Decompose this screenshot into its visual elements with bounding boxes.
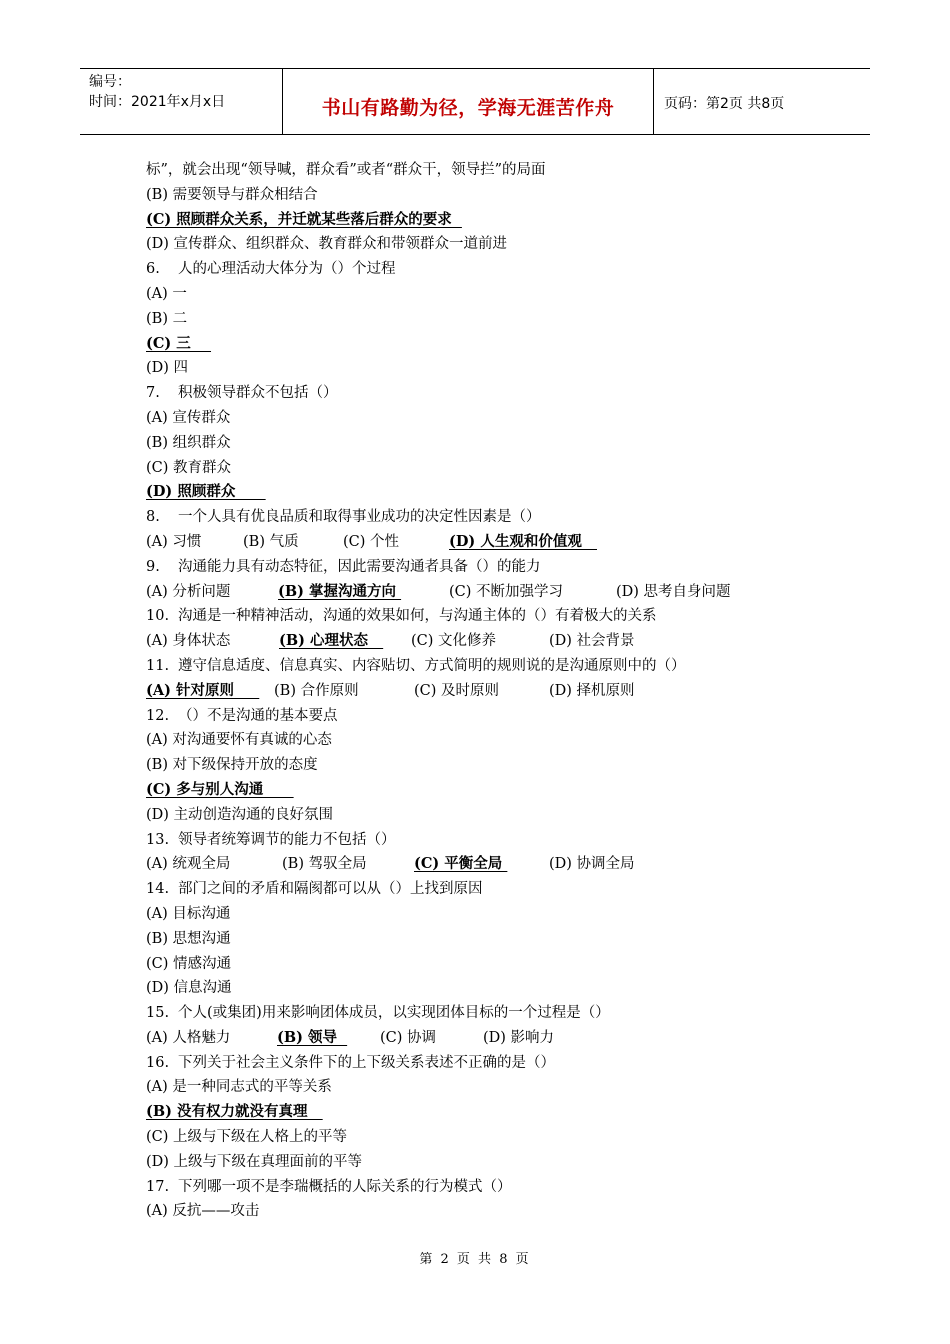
- option: (B) 合作原则: [274, 682, 359, 699]
- option: (B) 驾驭全局: [282, 856, 367, 873]
- correct-answer: (A) 针对原则: [146, 681, 260, 699]
- correct-answer: (C) 照顾群众关系，并迁就某些落后群众的要求: [146, 210, 462, 228]
- question-text: 下列关于社会主义条件下的上下级关系表述不正确的是（）: [178, 1054, 555, 1071]
- page-header: [80, 68, 870, 135]
- options-row: [146, 679, 826, 704]
- option-line: (C) 教育群众: [146, 459, 232, 476]
- option: (A) 身体状态: [146, 633, 231, 650]
- answer-line: [146, 332, 826, 357]
- option: (D) 择机原则: [549, 682, 635, 699]
- header-date: 时间：2021年x月x日: [89, 94, 226, 110]
- answer-line: [146, 480, 826, 505]
- option-line: (D) 四: [146, 360, 189, 377]
- correct-answer: (B) 领导: [277, 1028, 348, 1046]
- correct-answer: (B) 掌握沟通方向: [278, 582, 402, 600]
- correct-answer: (B) 心理状态: [279, 632, 384, 650]
- question-text: 积极领导群众不包括（）: [178, 385, 338, 402]
- question-12: [146, 704, 826, 729]
- question-number: 10.: [146, 608, 170, 625]
- option-line: (C) 上级与下级在人格上的平等: [146, 1129, 348, 1146]
- question-text: 个人(或集团)用来影响团体成员，以实现团体目标的一个过程是（）: [178, 1005, 610, 1022]
- question-text: 下列哪一项不是李瑞概括的人际关系的行为模式（）: [178, 1178, 512, 1195]
- question-number: 12.: [146, 707, 170, 724]
- option: (C) 不断加强学习: [449, 583, 564, 600]
- answer-line: [146, 1100, 826, 1125]
- question-9: [146, 555, 826, 580]
- correct-answer: (B) 没有权力就没有真理: [146, 1103, 323, 1121]
- question-number: 15.: [146, 1005, 170, 1022]
- option-line: (A) 宣传群众: [146, 409, 231, 426]
- question-6: [146, 257, 826, 282]
- header-motto-cell: [282, 69, 654, 134]
- option: (A) 分析问题: [146, 583, 231, 600]
- question-10: [146, 604, 826, 629]
- question-number: 14.: [146, 881, 170, 898]
- option-line: (C) 情感沟通: [146, 955, 232, 972]
- header-motto: 书山有路勤为径，学海无涯苦作舟: [321, 97, 615, 119]
- question-14: [146, 877, 826, 902]
- question-number: 16.: [146, 1054, 170, 1071]
- question-text: 部门之间的矛盾和隔阂都可以从（）上找到原因: [178, 881, 483, 898]
- correct-answer: (C) 多与别人沟通: [146, 780, 294, 798]
- option: (C) 协调: [380, 1029, 437, 1046]
- question-text: 领导者统筹调节的能力不包括（）: [178, 831, 396, 848]
- option-line: (B) 二: [146, 310, 188, 327]
- option-line: (D) 宣传群众、组织群众、教育群众和带领群众一道前进: [146, 236, 508, 253]
- question-7: [146, 381, 826, 406]
- header-meta: [80, 69, 282, 134]
- options-row: [146, 530, 826, 555]
- question-number: 17.: [146, 1178, 170, 1195]
- option: (C) 及时原则: [414, 682, 500, 699]
- option-line: (A) 对沟通要怀有真诚的心态: [146, 732, 332, 749]
- option-line: (A) 目标沟通: [146, 905, 231, 922]
- text-line: 标”，就会出现“领导喊，群众看”或者“群众干，领导拦”的局面: [146, 162, 546, 178]
- option-line: (D) 上级与下级在真理面前的平等: [146, 1153, 363, 1170]
- option: (D) 协调全局: [549, 856, 635, 873]
- question-number: 13.: [146, 831, 170, 848]
- option-line: (D) 信息沟通: [146, 980, 232, 997]
- option: (D) 思考自身问题: [616, 583, 731, 600]
- question-number: 6.: [146, 261, 160, 278]
- option-line: (A) 是一种同志式的平等关系: [146, 1079, 332, 1096]
- option: (B) 气质: [243, 533, 299, 550]
- answer-line: [146, 208, 826, 233]
- options-row: [146, 580, 826, 605]
- option: (C) 文化修养: [411, 633, 497, 650]
- question-17: [146, 1175, 826, 1200]
- option-line: (B) 需要领导与群众相结合: [146, 186, 318, 203]
- option-line: (B) 思想沟通: [146, 930, 231, 947]
- header-number: 编号：: [89, 74, 131, 90]
- question-text: 遵守信息适度、信息真实、内容贴切、方式简明的规则说的是沟通原则中的（）: [178, 657, 686, 674]
- answer-line: [146, 778, 826, 803]
- question-15: [146, 1001, 826, 1026]
- options-row: [146, 852, 826, 877]
- correct-answer: (C) 平衡全局: [414, 855, 508, 873]
- correct-answer: (C) 三: [146, 334, 212, 352]
- question-text: 人的心理活动大体分为（）个过程: [178, 261, 396, 278]
- options-row: [146, 1026, 826, 1051]
- question-number: 8.: [146, 509, 160, 526]
- option-line: (A) 反抗——攻击: [146, 1203, 260, 1220]
- option-line: (B) 对下级保持开放的态度: [146, 757, 318, 774]
- option-line: (D) 主动创造沟通的良好氛围: [146, 806, 334, 823]
- correct-answer: (D) 照顾群众: [146, 483, 266, 501]
- question-13: [146, 828, 826, 853]
- option: (D) 社会背景: [549, 633, 635, 650]
- option-line: (A) 一: [146, 285, 187, 302]
- document-body: [146, 158, 826, 1224]
- option: (A) 统观全局: [146, 856, 231, 873]
- question-11: [146, 654, 826, 679]
- question-number: 7.: [146, 385, 160, 402]
- question-number: 11.: [146, 657, 170, 674]
- question-text: 沟通能力具有动态特征，因此需要沟通者具备（）的能力: [178, 558, 541, 575]
- option: (C) 个性: [343, 533, 400, 550]
- question-text: 一个人具有优良品质和取得事业成功的决定性因素是（）: [178, 509, 541, 526]
- question-text: 沟通是一种精神活动，沟通的效果如何，与沟通主体的（）有着极大的关系: [178, 608, 657, 625]
- options-row: [146, 629, 826, 654]
- page-footer: 第 2 页 共 8 页: [419, 1252, 531, 1267]
- question-16: [146, 1051, 826, 1076]
- question-number: 9.: [146, 558, 160, 575]
- option: (A) 人格魅力: [146, 1029, 231, 1046]
- option: (D) 影响力: [483, 1029, 555, 1046]
- header-page-number: 页码：第2页 共8页: [664, 96, 785, 112]
- question-8: [146, 505, 826, 530]
- option-line: (B) 组织群众: [146, 434, 231, 451]
- correct-answer: (D) 人生观和价值观: [449, 532, 597, 550]
- option: (A) 习惯: [146, 533, 202, 550]
- question-text: （）不是沟通的基本要点: [178, 707, 338, 724]
